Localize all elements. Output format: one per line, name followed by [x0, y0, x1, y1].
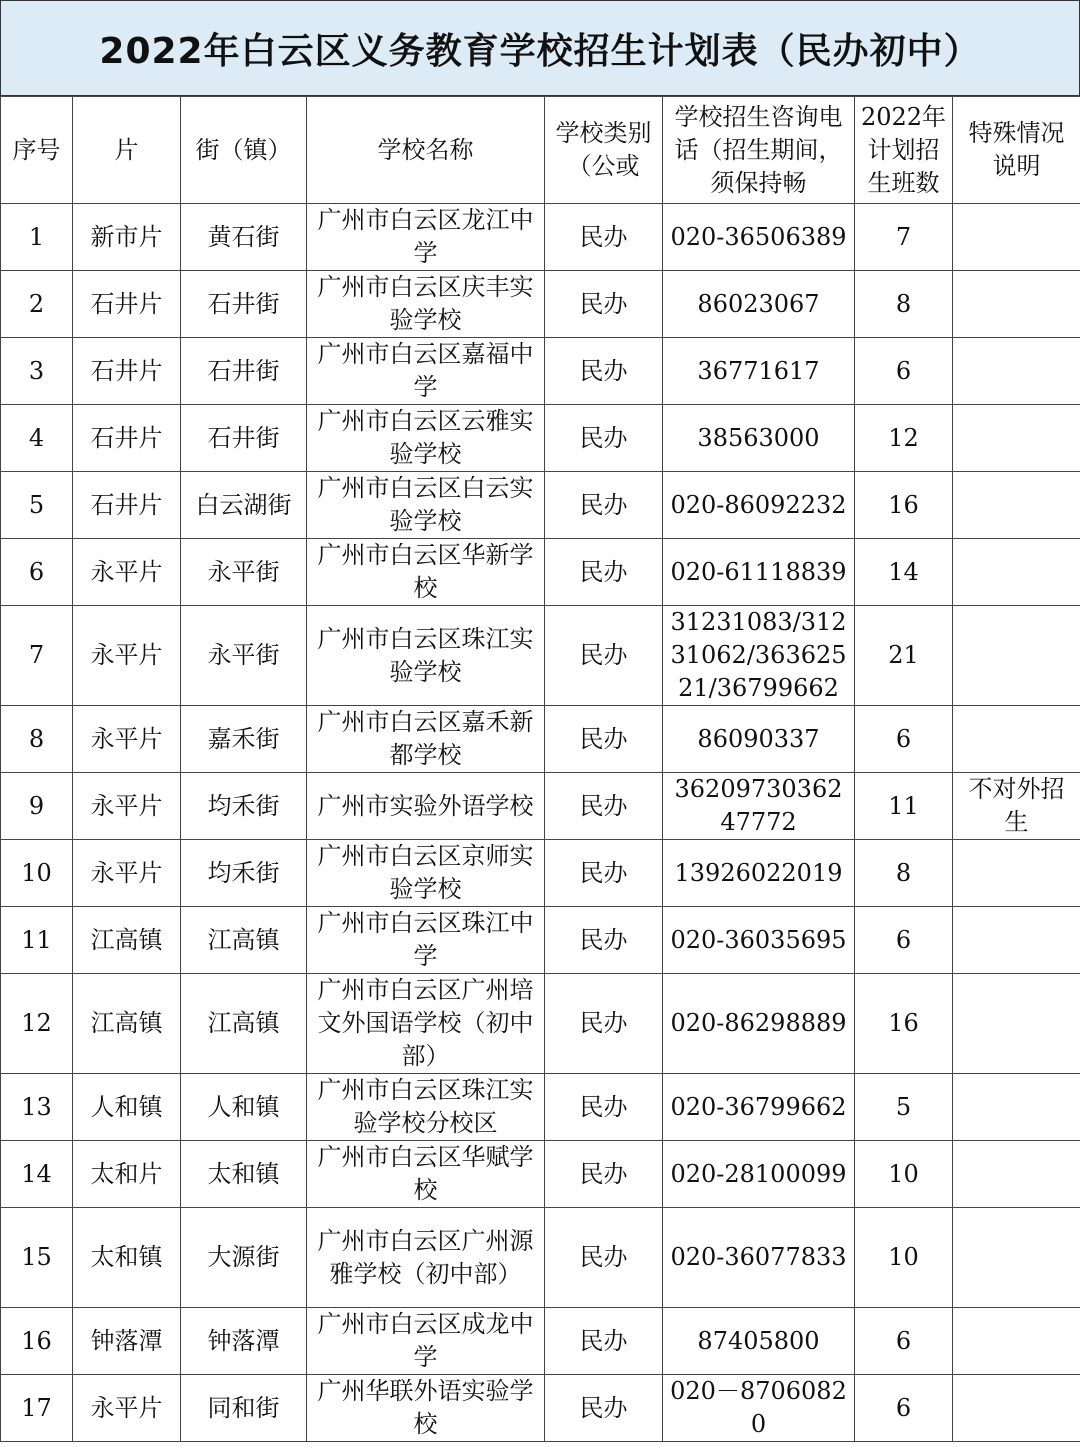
table-row — [1, 271, 1080, 338]
cell-phone: 020-28100099 — [663, 1141, 855, 1208]
cell-school: 广州市白云区珠江实验学校 — [307, 606, 545, 706]
cell-seq: 13 — [1, 1074, 73, 1141]
cell-phone: 020-86092232 — [663, 472, 855, 539]
cell-seq: 14 — [1, 1141, 73, 1208]
cell-street: 大源街 — [181, 1208, 307, 1308]
cell-notes — [953, 338, 1080, 405]
header-type: 学校类别（公或 — [545, 97, 663, 204]
cell-area: 永平片 — [73, 539, 181, 606]
table-row — [1, 539, 1080, 606]
cell-street: 太和镇 — [181, 1141, 307, 1208]
cell-notes — [953, 405, 1080, 472]
cell-school: 广州市白云区庆丰实验学校 — [307, 271, 545, 338]
table-row — [1, 1208, 1080, 1308]
table-row — [1, 1308, 1080, 1375]
cell-street: 永平街 — [181, 539, 307, 606]
cell-area: 江高镇 — [73, 974, 181, 1074]
cell-notes — [953, 606, 1080, 706]
cell-notes — [953, 1074, 1080, 1141]
cell-area: 石井片 — [73, 405, 181, 472]
cell-school: 广州市白云区华新学校 — [307, 539, 545, 606]
cell-phone: 020-36799662 — [663, 1074, 855, 1141]
cell-seq: 5 — [1, 472, 73, 539]
cell-area: 石井片 — [73, 338, 181, 405]
cell-seq: 4 — [1, 405, 73, 472]
cell-area: 新市片 — [73, 204, 181, 271]
cell-school: 广州市白云区龙江中学 — [307, 204, 545, 271]
cell-seq: 9 — [1, 773, 73, 840]
table-row — [1, 773, 1080, 840]
cell-notes — [953, 1141, 1080, 1208]
table-row — [1, 405, 1080, 472]
cell-phone: 020-36506389 — [663, 204, 855, 271]
cell-area: 太和片 — [73, 1141, 181, 1208]
cell-phone: 31231083/31231062/36362521/36799662 — [663, 606, 855, 706]
cell-school: 广州市白云区成龙中学 — [307, 1308, 545, 1375]
page-title: 2022年白云区义务教育学校招生计划表（民办初中） — [0, 0, 1080, 96]
cell-school: 广州市白云区云雅实验学校 — [307, 405, 545, 472]
cell-street: 同和街 — [181, 1375, 307, 1442]
cell-street: 石井街 — [181, 405, 307, 472]
cell-phone: 38563000 — [663, 405, 855, 472]
cell-notes — [953, 974, 1080, 1074]
cell-phone: 86090337 — [663, 706, 855, 773]
table-row — [1, 840, 1080, 907]
cell-street: 嘉禾街 — [181, 706, 307, 773]
cell-classes: 7 — [855, 204, 953, 271]
cell-type: 民办 — [545, 974, 663, 1074]
cell-seq: 17 — [1, 1375, 73, 1442]
cell-classes: 16 — [855, 472, 953, 539]
cell-phone: 86023067 — [663, 271, 855, 338]
cell-notes — [953, 1208, 1080, 1308]
cell-street: 人和镇 — [181, 1074, 307, 1141]
table-row — [1, 974, 1080, 1074]
cell-phone: 020－87060820 — [663, 1375, 855, 1442]
cell-area: 永平片 — [73, 1375, 181, 1442]
header-notes: 特殊情况说明 — [953, 97, 1080, 204]
cell-seq: 10 — [1, 840, 73, 907]
cell-type: 民办 — [545, 1208, 663, 1308]
cell-seq: 15 — [1, 1208, 73, 1308]
cell-phone: 020-86298889 — [663, 974, 855, 1074]
cell-classes: 16 — [855, 974, 953, 1074]
cell-school: 广州市白云区广州培文外国语学校（初中部） — [307, 974, 545, 1074]
cell-area: 永平片 — [73, 606, 181, 706]
cell-seq: 6 — [1, 539, 73, 606]
cell-seq: 8 — [1, 706, 73, 773]
table-row — [1, 204, 1080, 271]
table-row — [1, 706, 1080, 773]
cell-street: 钟落潭 — [181, 1308, 307, 1375]
header-area: 片 — [73, 97, 181, 204]
cell-street: 黄石街 — [181, 204, 307, 271]
cell-type: 民办 — [545, 271, 663, 338]
cell-notes — [953, 1308, 1080, 1375]
cell-classes: 6 — [855, 1308, 953, 1375]
header-classes: 2022年计划招生班数 — [855, 97, 953, 204]
cell-phone: 87405800 — [663, 1308, 855, 1375]
cell-school: 广州市实验外语学校 — [307, 773, 545, 840]
cell-phone: 020-61118839 — [663, 539, 855, 606]
cell-street: 石井街 — [181, 338, 307, 405]
enrollment-table — [0, 96, 1080, 1442]
cell-classes: 6 — [855, 1375, 953, 1442]
table-row — [1, 1074, 1080, 1141]
cell-street: 均禾街 — [181, 840, 307, 907]
cell-school: 广州市白云区嘉福中学 — [307, 338, 545, 405]
cell-seq: 11 — [1, 907, 73, 974]
cell-street: 石井街 — [181, 271, 307, 338]
cell-area: 太和镇 — [73, 1208, 181, 1308]
cell-type: 民办 — [545, 1074, 663, 1141]
table-row — [1, 606, 1080, 706]
cell-seq: 7 — [1, 606, 73, 706]
cell-notes — [953, 907, 1080, 974]
cell-area: 人和镇 — [73, 1074, 181, 1141]
cell-notes — [953, 539, 1080, 606]
cell-seq: 12 — [1, 974, 73, 1074]
cell-classes: 10 — [855, 1208, 953, 1308]
cell-notes: 不对外招生 — [953, 773, 1080, 840]
header-phone: 学校招生咨询电话（招生期间，须保持畅 — [663, 97, 855, 204]
cell-school: 广州市白云区嘉禾新都学校 — [307, 706, 545, 773]
table-row — [1, 907, 1080, 974]
cell-seq: 2 — [1, 271, 73, 338]
cell-classes: 21 — [855, 606, 953, 706]
cell-type: 民办 — [545, 1141, 663, 1208]
cell-type: 民办 — [545, 1308, 663, 1375]
cell-phone: 36771617 — [663, 338, 855, 405]
table-row — [1, 338, 1080, 405]
cell-school: 广州华联外语实验学校 — [307, 1375, 545, 1442]
cell-type: 民办 — [545, 1375, 663, 1442]
table-row — [1, 1375, 1080, 1442]
cell-area: 江高镇 — [73, 907, 181, 974]
cell-area: 钟落潭 — [73, 1308, 181, 1375]
cell-area: 永平片 — [73, 840, 181, 907]
cell-notes — [953, 271, 1080, 338]
cell-type: 民办 — [545, 606, 663, 706]
cell-classes: 12 — [855, 405, 953, 472]
cell-type: 民办 — [545, 338, 663, 405]
cell-type: 民办 — [545, 907, 663, 974]
cell-area: 永平片 — [73, 706, 181, 773]
cell-classes: 6 — [855, 706, 953, 773]
header-street: 街（镇） — [181, 97, 307, 204]
cell-classes: 5 — [855, 1074, 953, 1141]
cell-seq: 1 — [1, 204, 73, 271]
cell-type: 民办 — [545, 706, 663, 773]
cell-notes — [953, 706, 1080, 773]
cell-street: 江高镇 — [181, 974, 307, 1074]
cell-notes — [953, 472, 1080, 539]
table-row — [1, 472, 1080, 539]
table-row — [1, 1141, 1080, 1208]
cell-school: 广州市白云区京师实验学校 — [307, 840, 545, 907]
cell-classes: 6 — [855, 338, 953, 405]
cell-classes: 14 — [855, 539, 953, 606]
cell-notes — [953, 204, 1080, 271]
cell-area: 石井片 — [73, 271, 181, 338]
cell-notes — [953, 1375, 1080, 1442]
cell-type: 民办 — [545, 204, 663, 271]
cell-classes: 10 — [855, 1141, 953, 1208]
cell-street: 白云湖街 — [181, 472, 307, 539]
cell-school: 广州市白云区珠江实验学校分校区 — [307, 1074, 545, 1141]
cell-street: 均禾街 — [181, 773, 307, 840]
cell-notes — [953, 840, 1080, 907]
cell-type: 民办 — [545, 405, 663, 472]
cell-school: 广州市白云区广州源雅学校（初中部） — [307, 1208, 545, 1308]
cell-type: 民办 — [545, 472, 663, 539]
cell-type: 民办 — [545, 773, 663, 840]
cell-street: 永平街 — [181, 606, 307, 706]
header-row — [1, 97, 1080, 204]
cell-school: 广州市白云区华赋学校 — [307, 1141, 545, 1208]
cell-area: 永平片 — [73, 773, 181, 840]
header-seq: 序号 — [1, 97, 73, 204]
cell-classes: 8 — [855, 840, 953, 907]
cell-school: 广州市白云区白云实验学校 — [307, 472, 545, 539]
cell-phone: 020-36077833 — [663, 1208, 855, 1308]
cell-phone: 3620973036247772 — [663, 773, 855, 840]
cell-phone: 13926022019 — [663, 840, 855, 907]
cell-classes: 8 — [855, 271, 953, 338]
header-school: 学校名称 — [307, 97, 545, 204]
cell-classes: 6 — [855, 907, 953, 974]
cell-seq: 3 — [1, 338, 73, 405]
cell-seq: 16 — [1, 1308, 73, 1375]
cell-type: 民办 — [545, 840, 663, 907]
cell-street: 江高镇 — [181, 907, 307, 974]
cell-classes: 11 — [855, 773, 953, 840]
cell-school: 广州市白云区珠江中学 — [307, 907, 545, 974]
cell-phone: 020-36035695 — [663, 907, 855, 974]
cell-type: 民办 — [545, 539, 663, 606]
cell-area: 石井片 — [73, 472, 181, 539]
